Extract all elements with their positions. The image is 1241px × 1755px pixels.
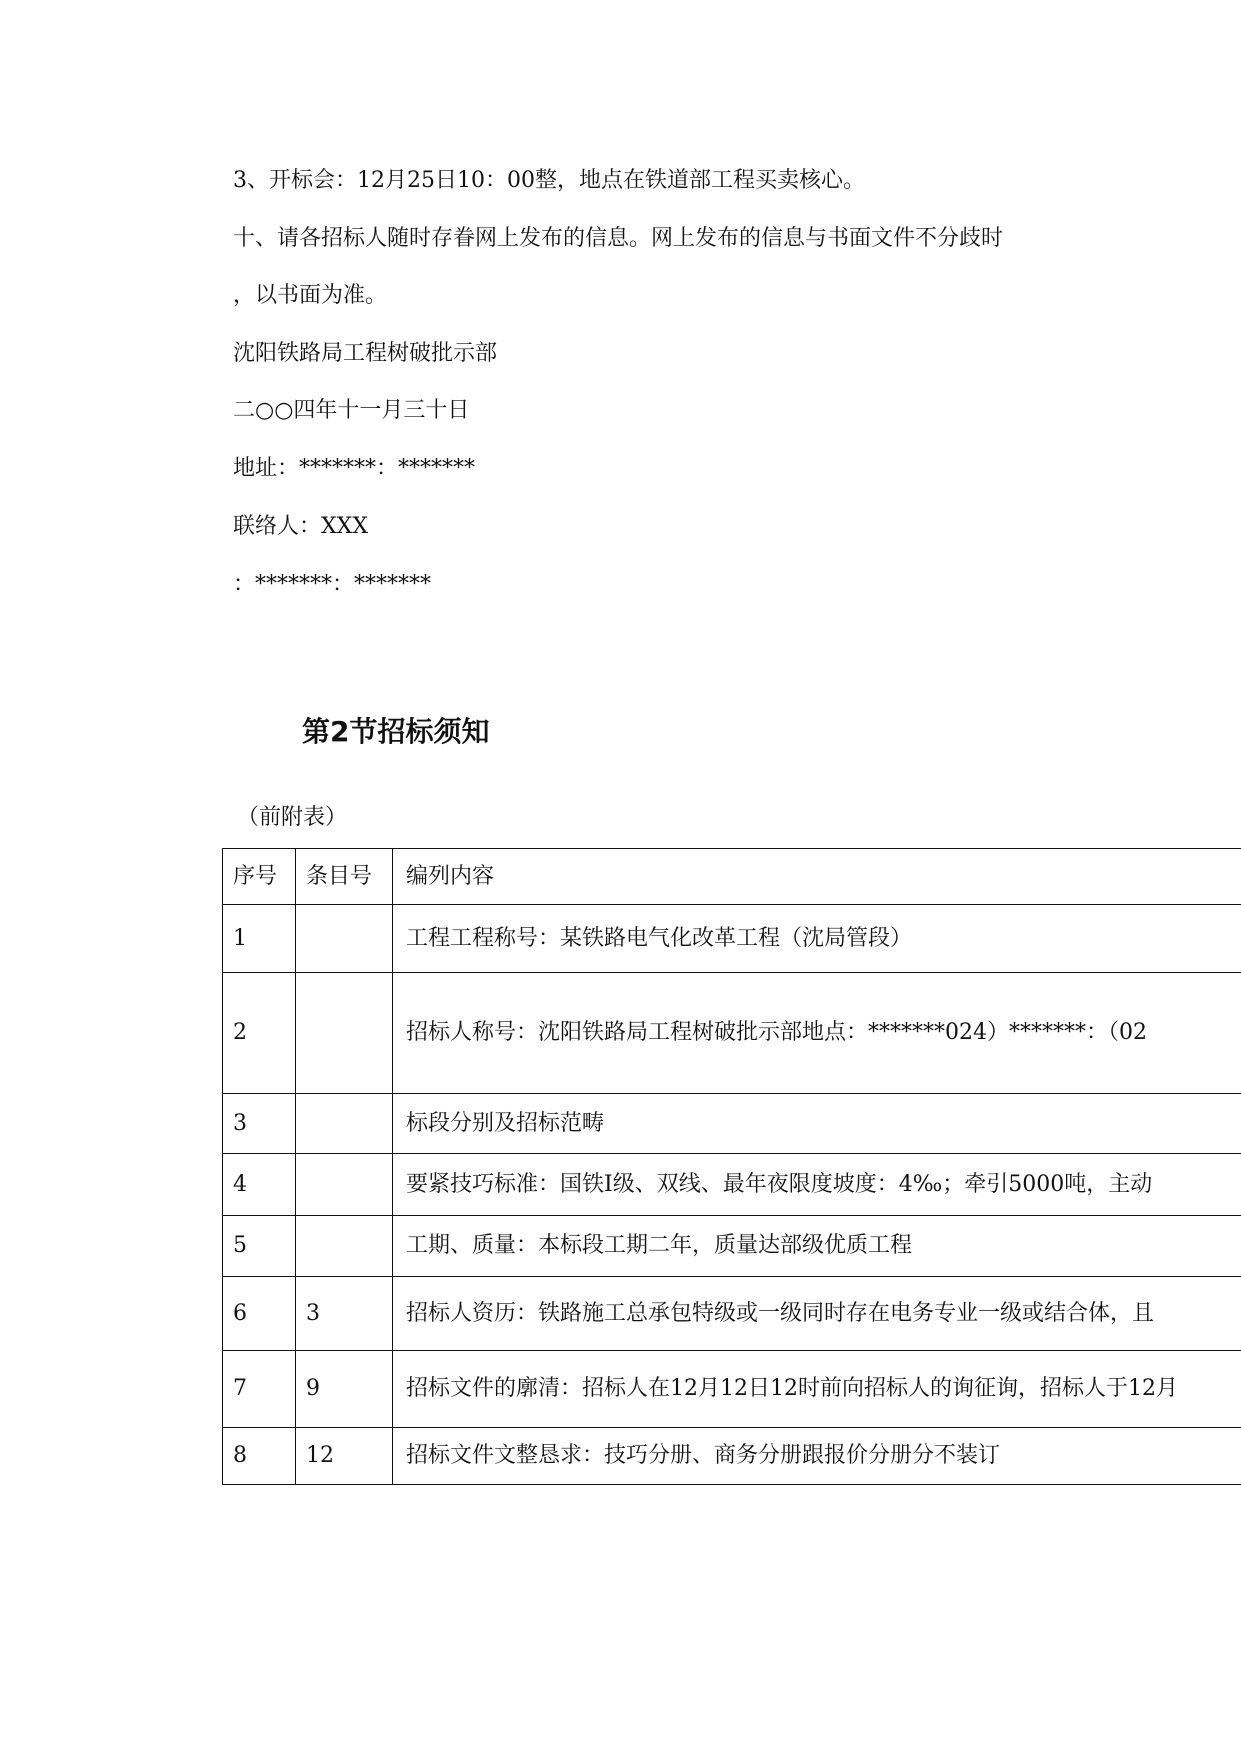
row-content: 招标文件的廓清：招标人在12月12日12时前向招标人的询征询，招标人于12月 xyxy=(393,1351,1241,1428)
row-item xyxy=(296,905,393,973)
row-content: 工程工程称号：某铁路电气化改革工程（沈局管段） xyxy=(393,905,1241,973)
header-no: 序号 xyxy=(223,849,296,905)
header-content: 编列内容 xyxy=(393,849,1241,905)
header-item: 条目号 xyxy=(296,849,393,905)
issuer-name: 沈阳铁路局工程树破批示部 xyxy=(233,341,498,366)
row-no: 3 xyxy=(223,1094,296,1154)
row-no: 1 xyxy=(223,905,296,973)
contact-line: 联络人：XXX xyxy=(233,514,368,539)
row-no: 6 xyxy=(223,1277,296,1351)
table-row xyxy=(223,1216,1241,1277)
table-header-row xyxy=(223,849,1241,905)
row-item xyxy=(296,1216,393,1277)
row-no: 5 xyxy=(223,1216,296,1277)
table-row xyxy=(223,973,1241,1094)
section-title: 第2节招标须知 xyxy=(302,715,490,748)
paragraph-notice-cont: ，以书面为准。 xyxy=(233,283,388,308)
row-item xyxy=(296,1154,393,1216)
row-item: 12 xyxy=(296,1428,393,1485)
row-item xyxy=(296,973,393,1094)
row-content: 要紧技巧标准：国铁Ⅰ级、双线、最年夜限度坡度：4‰；牵引5000吨，主动 xyxy=(393,1154,1241,1216)
row-no: 8 xyxy=(223,1428,296,1485)
row-item: 9 xyxy=(296,1351,393,1428)
row-no: 7 xyxy=(223,1351,296,1428)
row-item: 3 xyxy=(296,1277,393,1351)
table-row xyxy=(223,1094,1241,1154)
row-content: 招标人称号：沈阳铁路局工程树破批示部地点：*******024）*******：（02 xyxy=(393,973,1241,1094)
paragraph-notice: 十、请各招标人随时存眷网上发布的信息。网上发布的信息与书面文件不分歧时 xyxy=(233,226,1004,251)
row-content: 招标人资历：铁路施工总承包特级或一级同时存在电务专业一级或结合体，且 xyxy=(393,1277,1241,1351)
table-row xyxy=(223,1277,1241,1351)
row-content: 标段分别及招标范畴 xyxy=(393,1094,1241,1154)
row-content: 招标文件文整恳求：技巧分册、商务分册跟报价分册分不装订 xyxy=(393,1428,1241,1485)
table-row xyxy=(223,1154,1241,1216)
row-content: 工期、质量：本标段工期二年，质量达部级优质工程 xyxy=(393,1216,1241,1277)
paragraph-opening-meeting: 3、开标会：12月25日10：00整，地点在铁道部工程买卖核心。 xyxy=(233,168,865,193)
table-row xyxy=(223,1428,1241,1485)
row-no: 2 xyxy=(223,973,296,1094)
issue-date: 二○○四年十一月三十日 xyxy=(233,398,470,423)
table-row xyxy=(223,905,1241,973)
address-line: 地址：*******：******* xyxy=(233,456,476,481)
phone-line: ：*******：******* xyxy=(233,572,432,597)
row-no: 4 xyxy=(223,1154,296,1216)
table-caption: （前附表） xyxy=(237,805,348,830)
table-row xyxy=(223,1351,1241,1428)
bid-notice-table xyxy=(222,848,1241,1485)
row-item xyxy=(296,1094,393,1154)
